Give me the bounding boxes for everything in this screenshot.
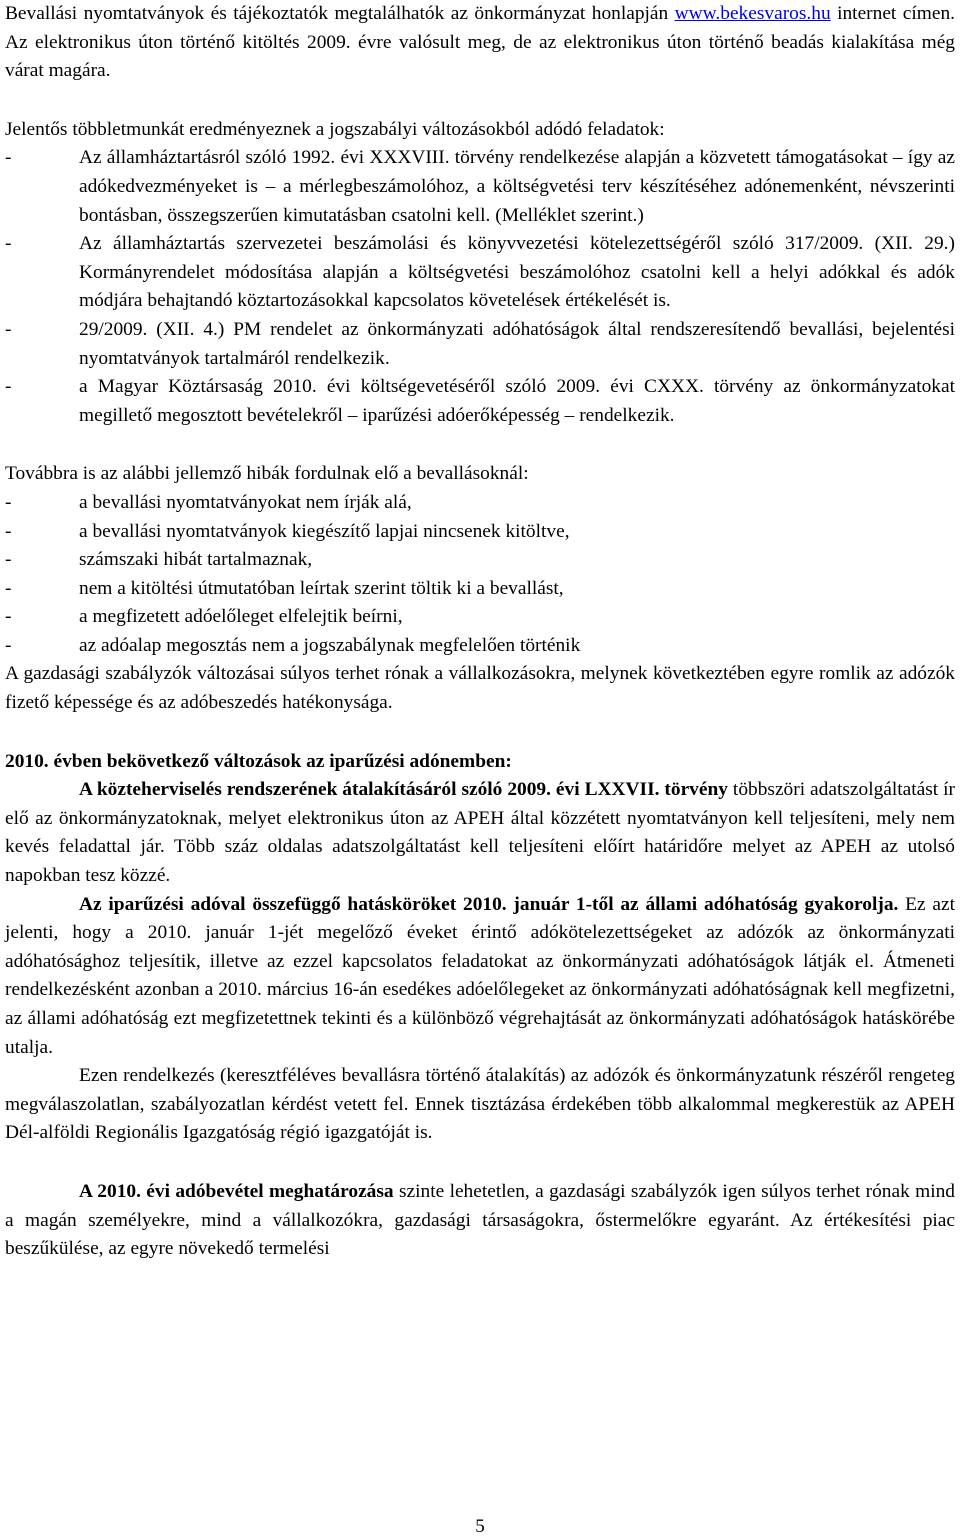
page-number: 5 [475,1516,485,1537]
list-item: - az adóalap megosztás nem a jogszabálynak megfelelően történik [5,632,955,661]
section3-heading-text: 2010. évben bekövetkező változások az iparűzési adónemben: [5,750,512,772]
section3-paragraph-2 [5,891,955,1063]
list-item: - a megfizetett adóelőleget elfelejtik beírni, [5,603,955,632]
section3-p1-bold: A közteherviselés rendszerének átalakításáról szóló 2009. évi LXXVII. törvény [79,779,728,801]
section3-paragraph-3: Ezen rendelkezés (keresztféléves bevallásra történő átalakítás) az adózók és önkormányzatunk részéről rengeteg megválaszolatlan, szabályozatlan kérdést vetett fel. Ennek tisztázása érdekében több alkalommal megkerestük az APEH Dél-alföldi Regionális Igazgatóság régió igazgatóját is. [5,1065,955,1144]
list-item: - 29/2009. (XII. 4.) PM rendelet az önkormányzati adóhatóságok által rendszeresítendő bevallási, bejelentési nyomtatványok tartalmáról rendelkezik. [5,316,955,373]
list-item: - a bevallási nyomtatványok kiegészítő lapjai nincsenek kitöltve, [5,518,955,547]
list-item: - számszaki hibát tartalmaznak, [5,546,955,575]
section3-heading [5,748,955,777]
document-page [5,0,955,1264]
section1-heading: Jelentős többletmunkát eredményeznek a jogszabályi változásokból adódó feladatok: [5,118,665,140]
section4-bold: A 2010. évi adóbevétel meghatározása [79,1180,394,1202]
section4-paragraph [5,1178,955,1264]
section1-list [5,144,955,430]
list-item: - nem a kitöltési útmutatóban leírtak szerint töltik ki a bevallást, [5,575,955,604]
section2-list [5,489,955,661]
section3-p2-bold: Az iparűzési adóval összefüggő hatásköröket 2010. január 1-től az állami adóhatóság gyakorolja. [79,893,899,915]
list-item: - a bevallási nyomtatványokat nem írják alá, [5,489,955,518]
intro-paragraph [5,0,955,86]
section3-paragraph-1 [5,776,955,890]
list-item: - Az államháztartás szervezetei beszámolási és könyvvezetési kötelezettségéről szóló 317/2009. (XII. 29.) Kormányrendelet módosítása alapján a költségvetési beszámolóhoz csatolni kell a helyi adókkal és adók módjára behajtandó köztartozásokkal kapcsolatos követelések értékelését is. [5,230,955,316]
list-item: - Az államháztartásról szóló 1992. évi XXXVIII. törvény rendelkezése alapján a közvetett támogatásokat – így az adókedvezményeket is – a mérlegbeszámolóhoz, a költségvetési terv készítéséhez adónemenként, névszerinti bontásban, összegszerűen kimutatásban csatolni kell. (Melléklet szerint.) [5,144,955,230]
section3-p1-rest: többszöri adatszolgáltatást ír elő az önkormányzatoknak, melyet elektronikus úton az APEH által közzétett nyomtatványon kell teljesíteni, mely nem kevés feladattal jár. Több száz oldalas adatszolgáltatást kell teljesíteni előírt határidőre melyet az APEH az utolsó napokban tesz közzé. [5,779,955,887]
section2-heading: Továbbra is az alábbi jellemző hibák fordulnak elő a bevallásoknál: [5,463,529,485]
section2-closing: A gazdasági szabályzók változásai súlyos terhet rónak a vállalkozásokra, melynek következtében egyre romlik az adózók fizető képessége és az adóbeszedés hatékonysága. [5,663,955,714]
intro-text-after-link: internet címen. Az elektronikus úton történő kitöltés 2009. évre valósult meg, de az elektronikus úton történő beadás kialakítása még várat magára. [5,3,955,82]
list-item: - a Magyar Köztársaság 2010. évi költségevetéséről szóló 2009. évi CXXX. törvény az önkormányzatokat megillető megosztott bevételekről – iparűzési adóerőképesség – rendelkezik. [5,373,955,430]
section3-p2-rest: Ez azt jelenti, hogy a 2010. január 1-jét megelőző éveket érintő adókötelezettségeket az adózók az önkormányzati adóhatósághoz teljesítik, illetve az ezzel kapcsolatos feladatokat az önkormányzati adóhatóságok látják el. Átmeneti rendelkezésként azonban a 2010. március 16-án esedékes adóelőlegeket az önkormányzati adóhatóságnak kell megfizetni, az állami adóhatóság ezt megfizetettnek tekinti és a különböző végrehajtását az önkormányzati adóhatóságok hatáskörébe utalja. [5,893,955,1058]
website-link[interactable]: www.bekesvaros.hu [674,3,831,24]
intro-text-before-link: Bevallási nyomtatványok és tájékoztatók megtalálhatók az önkormányzat honlapján [5,3,675,24]
section4-rest: szinte lehetetlen, a gazdasági szabályzók igen súlyos terhet rónak mind a magán személyekre, mind a vállalkozókra, gazdasági társaságokra, őstermelőkre egyaránt. Az értékesítési piac beszűkülése, az egyre növekedő termelési [5,1180,955,1260]
